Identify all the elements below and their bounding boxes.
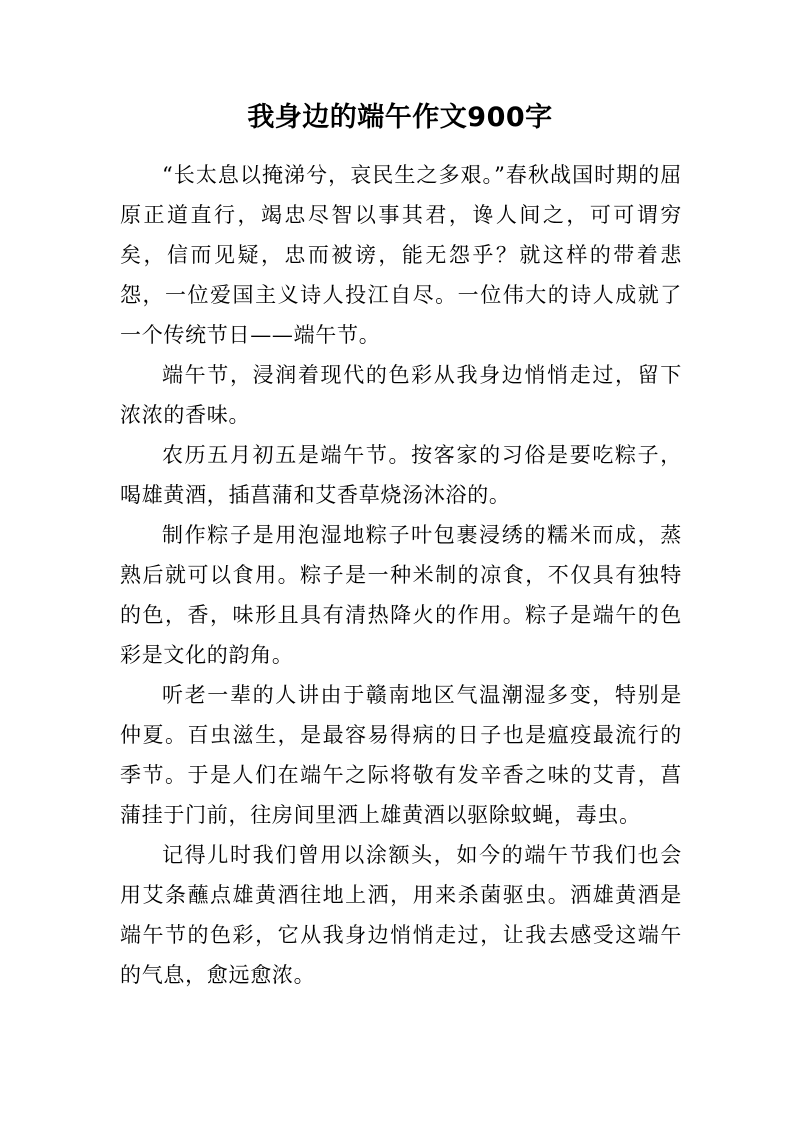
- paragraph: “长太息以掩涕兮，哀民生之多艰。”春秋战国时期的屈原正道直行，竭忠尽智以事其君，谗人间之，可可谓穷矣，信而见疑，忠而被谤，能无怨乎？就这样的带着悲怨，一位爱国主义诗人投江自尽。一位伟大的诗人成就了一个传统节日——端午节。: [120, 163, 682, 347]
- paragraph: 记得儿时我们曾用以涂额头，如今的端午节我们也会用艾条蘸点雄黄酒往地上洒，用来杀菌驱虫。洒雄黄酒是端午节的色彩，它从我身边悄悄走过，让我去感受这端午的气息，愈远愈浓。: [120, 843, 682, 987]
- document-body: [120, 155, 682, 995]
- paragraph: 端午节，浸润着现代的色彩从我身边悄悄走过，留下浓浓的香味。: [120, 363, 682, 427]
- paragraph: 听老一辈的人讲由于赣南地区气温潮湿多变，特别是仲夏。百虫滋生，是最容易得病的日子也是瘟疫最流行的季节。于是人们在端午之际将敬有发辛香之味的艾青，菖蒲挂于门前，往房间里洒上雄黄酒以驱除蚊蝇，毒虫。: [120, 683, 682, 827]
- document-title: 我身边的端午作文900字: [247, 102, 553, 133]
- paragraph: 农历五月初五是端午节。按客家的习俗是要吃粽子，喝雄黄酒，插菖蒲和艾香草烧汤沐浴的。: [120, 443, 682, 507]
- paragraph: 制作粽子是用泡湿地粽子叶包裹浸绣的糯米而成，蒸熟后就可以食用。粽子是一种米制的凉食，不仅具有独特的色，香，味形且具有清热降火的作用。粽子是端午的色彩是文化的韵角。: [120, 523, 682, 667]
